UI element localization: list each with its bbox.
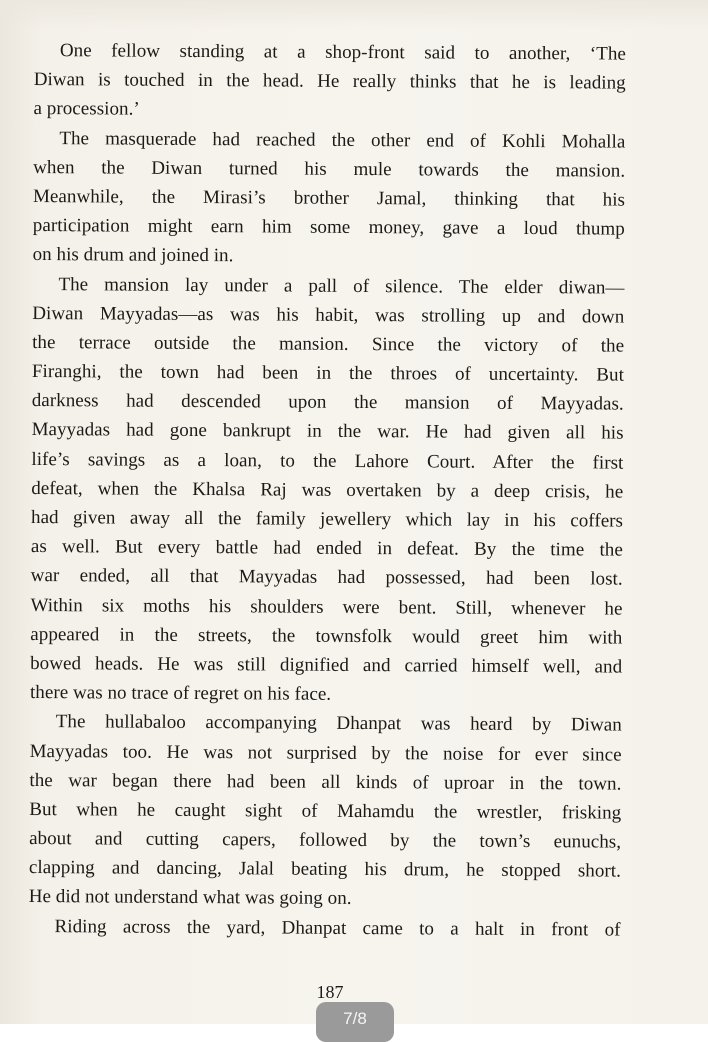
text-line: war ended, all that Mayyadas had possessed, had been lost.	[30, 565, 623, 590]
text-line: Diwan is touched in the head. He really thinks that he is leading	[33, 69, 626, 94]
text-line: clapping and dancing, Jalal beating his drum, he stopped short.	[28, 857, 621, 882]
text-line: Meanwhile, the Mirasi’s brother Jamal, thinking that his	[32, 185, 626, 211]
text-line: had given away all the family jewellery which lay in his coffers	[30, 506, 624, 532]
text-line: as well. But every battle had ended in defeat. By the time the	[30, 536, 623, 561]
text-line: darkness had descended upon the mansion of Mayyadas.	[31, 390, 624, 415]
body-text	[28, 36, 626, 944]
text-line: defeat, when the Khalsa Raj was overtaken by a deep crisis, he	[31, 477, 624, 503]
text-line: the war began there had been all kinds of uproar in the town.	[29, 769, 622, 795]
text-line: on his drum and joined in.	[32, 244, 234, 267]
page-number: 187	[316, 982, 344, 1002]
text-line: He did not understand what was going on.	[28, 886, 352, 910]
text-line: the terrace outside the mansion. Since the victory of the	[32, 331, 625, 357]
text-line: But when he caught sight of Mahamdu the wrestler, frisking	[29, 798, 622, 824]
text-line: Firanghi, the town had been in the throes of uncertainty. But	[31, 361, 625, 386]
text-line: a procession.’	[33, 98, 140, 121]
text-line: bowed heads. He was still dignified and carried himself well, and	[30, 652, 623, 678]
text-line: Mayyadas had gone bankrupt in the war. He had given all his	[31, 419, 624, 445]
text-line: The mansion lay under a pall of silence. The elder diwan—	[58, 273, 625, 299]
text-line: appeared in the streets, the townsfolk would greet him with	[30, 623, 623, 649]
text-line: Mayyadas too. He was not surprised by the noise for ever since	[29, 740, 622, 766]
text-line: Within six moths his shoulders were bent. Still, whenever he	[30, 594, 623, 620]
text-line: One fellow standing at a shop-front said to another, ‘The	[59, 40, 626, 65]
text-line: The hullabaloo accompanying Dhanpat was heard by Diwan	[55, 711, 622, 736]
text-line: Diwan Mayyadas—as was his habit, was strolling up and down	[32, 302, 625, 328]
text-line: life’s savings as a loan, to the Lahore Court. After the first	[31, 448, 624, 474]
text-line: participation might earn him some money, gave a loud thump	[32, 215, 625, 240]
text-line: about and cutting capers, followed by the town’s eunuchs,	[29, 828, 622, 853]
text-line: there was no trace of regret on his face.	[29, 682, 332, 705]
text-line: The masquerade had reached the other end of Kohli Mohalla	[59, 127, 626, 153]
text-line: Riding across the yard, Dhanpat came to a halt in front of	[54, 915, 621, 941]
text-line: when the Diwan turned his mule towards the mansion.	[33, 156, 626, 182]
page-indicator[interactable]: 7/8	[316, 1002, 394, 1042]
